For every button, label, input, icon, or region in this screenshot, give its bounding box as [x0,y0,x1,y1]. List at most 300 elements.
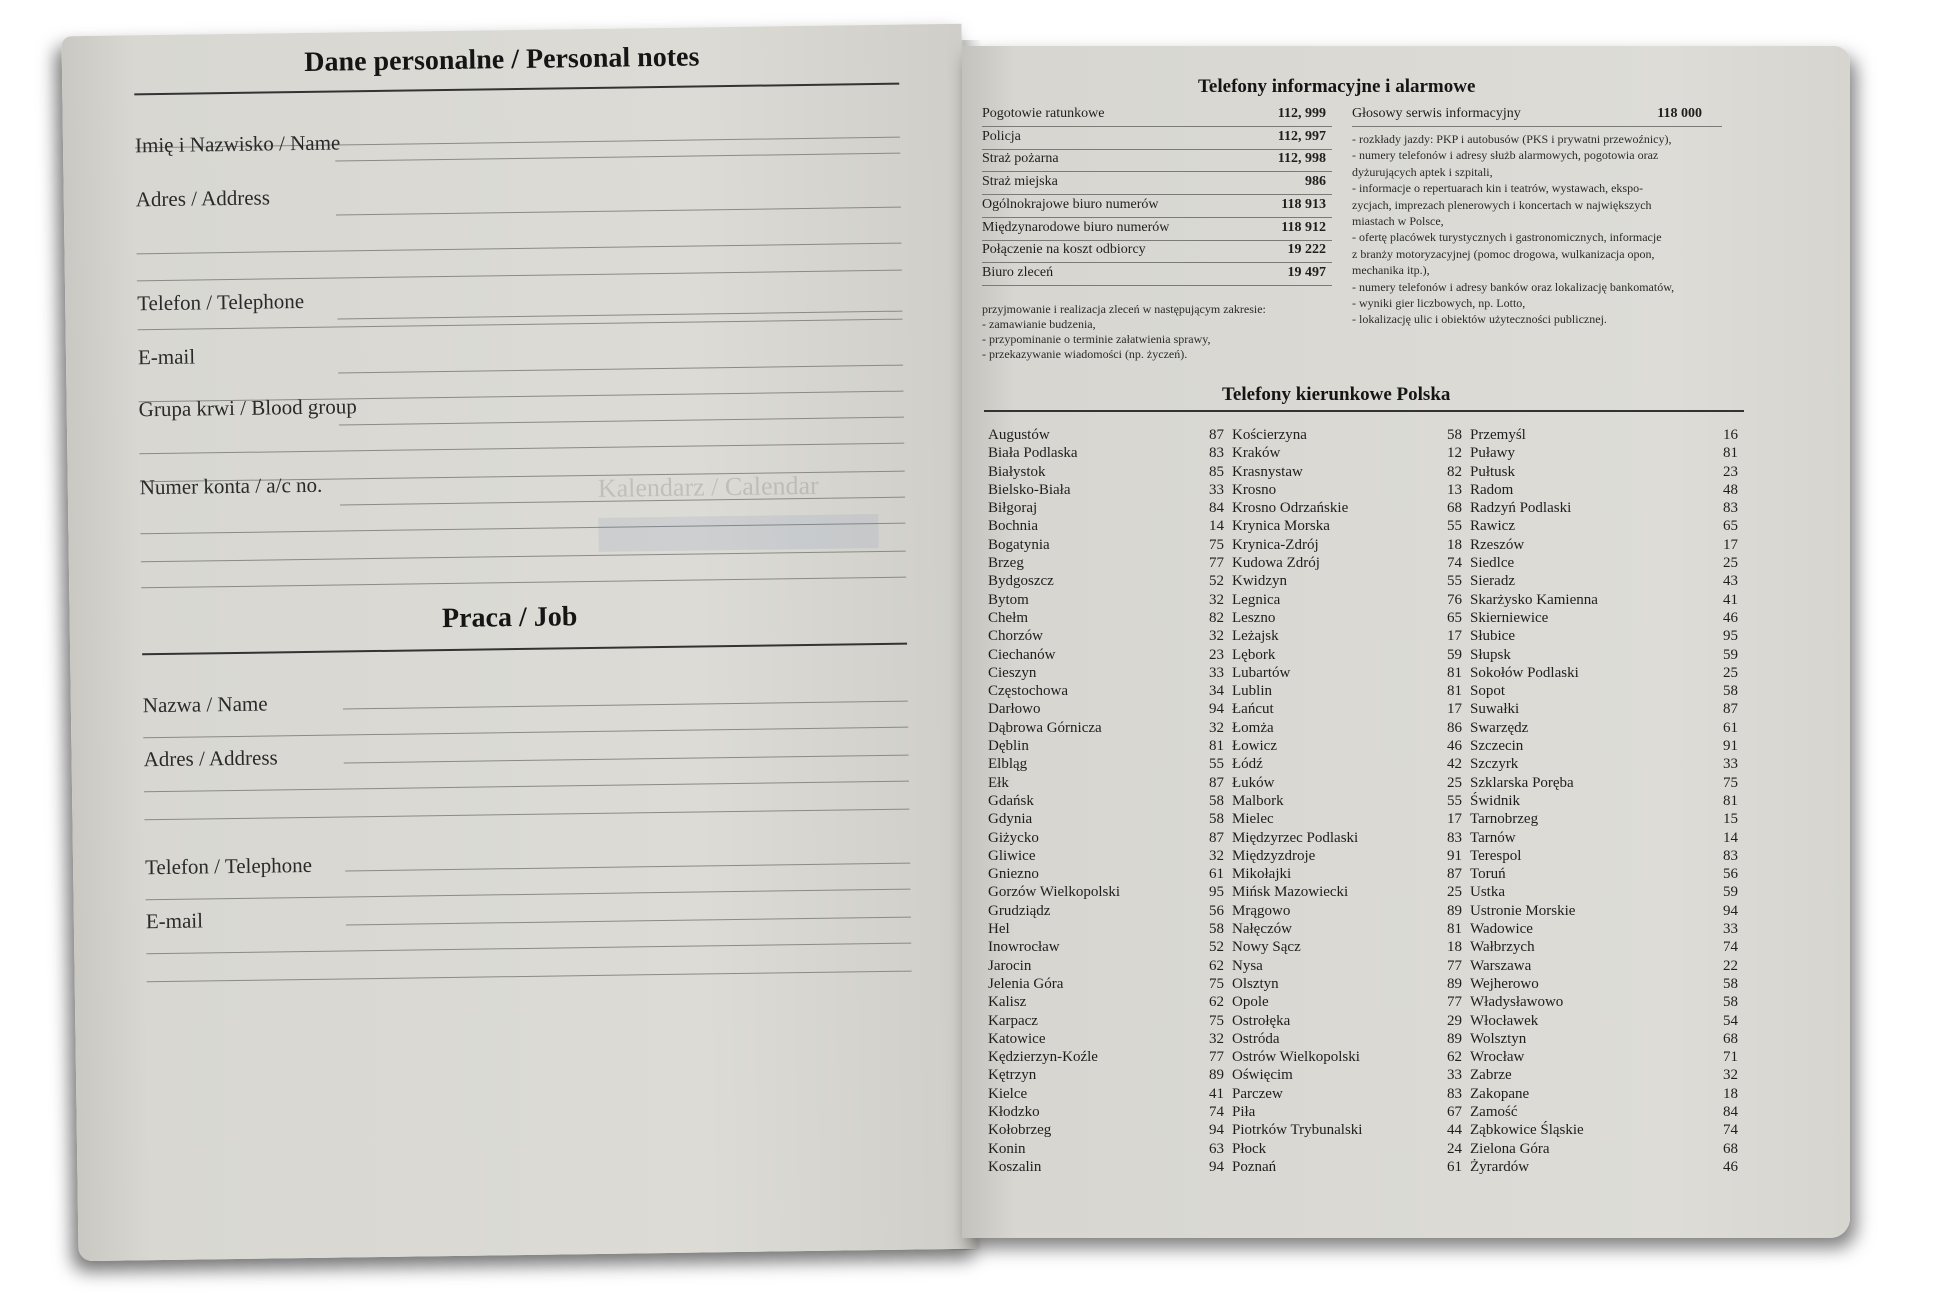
note-line: - ofertę placówek turystycznych i gastronomicznych, informacje [1352,230,1662,245]
city-name: Bogatynia [988,536,1050,553]
area-code-row [1470,902,1738,920]
city-name: Warszawa [1470,957,1532,974]
area-code-row [1470,517,1738,535]
writing-line [336,207,901,216]
area-code: 63 [1209,1140,1224,1157]
city-name: Szczecin [1470,738,1524,755]
area-code-row [1470,810,1738,828]
area-code-row [1470,1085,1738,1103]
voice-service-row [1352,104,1722,127]
area-code: 91 [1723,738,1738,755]
area-code-row [1470,920,1738,938]
area-code: 75 [1723,774,1738,791]
name-field-label: Imię i Nazwisko / Name [134,130,341,158]
area-code-row [1232,938,1462,956]
emergency-service-number: 118 912 [1281,219,1326,235]
city-name: Kętrzyn [988,1067,1037,1084]
city-name: Dąbrowa Górnicza [988,719,1102,736]
area-code-row [988,902,1224,920]
city-name: Mielec [1232,811,1274,828]
area-code: 32 [1209,719,1224,736]
city-name: Wałbrzych [1470,939,1535,956]
area-code: 18 [1447,536,1462,553]
city-name: Wadowice [1470,921,1533,938]
note-line: zycjach, imprezach plenerowych i koncertach w największych [1352,197,1652,212]
area-code-row [1470,774,1738,792]
area-code-row [988,810,1224,828]
area-code: 68 [1447,500,1462,517]
area-code-row [1470,463,1738,481]
area-code: 32 [1209,1030,1224,1047]
area-code-row [1232,627,1462,645]
area-code: 83 [1723,500,1738,517]
city-name: Słupsk [1470,646,1511,663]
area-code-row [1470,591,1738,609]
job-title-rule [142,643,907,656]
area-code: 23 [1209,646,1224,663]
city-name: Konin [988,1140,1026,1157]
area-code: 91 [1447,847,1462,864]
emergency-service-name: Połączenie na koszt odbiorcy [982,242,1146,258]
area-code-row [1232,444,1462,462]
area-code: 81 [1447,921,1462,938]
area-code: 17 [1447,628,1462,645]
area-code: 55 [1447,518,1462,535]
area-code: 25 [1723,664,1738,681]
area-code-row [1470,572,1738,590]
area-code: 32 [1209,628,1224,645]
city-name: Szklarska Poręba [1470,774,1574,791]
area-code-row [1470,1012,1738,1030]
area-code: 61 [1723,719,1738,736]
writing-line [346,917,911,926]
area-code: 55 [1209,756,1224,773]
area-code: 94 [1209,701,1224,718]
area-code-row [1232,865,1462,883]
area-code-row [1470,646,1738,664]
city-name: Władysławowo [1470,994,1564,1011]
area-code: 87 [1209,427,1224,443]
area-code-row [988,920,1224,938]
area-code-row [988,481,1224,499]
area-code-row [1232,682,1462,700]
area-code-row [988,572,1224,590]
city-name: Wrocław [1470,1049,1525,1066]
area-code-row [1232,517,1462,535]
city-name: Nowy Sącz [1232,939,1301,956]
area-code-row [1470,938,1738,956]
writing-lines [61,24,961,37]
area-code: 68 [1723,1030,1738,1047]
area-code: 61 [1447,1158,1462,1175]
area-code: 94 [1209,1122,1224,1139]
emergency-service-number: 986 [1305,174,1326,190]
emergency-service-number: 112, 997 [1277,128,1326,144]
writing-line [138,319,903,331]
city-name: Jelenia Góra [988,975,1064,992]
left-page [61,24,978,1261]
area-code-row [1470,957,1738,975]
area-code: 89 [1447,902,1462,919]
city-name: Mińsk Mazowiecki [1232,884,1349,901]
city-name: Bytom [988,591,1029,608]
emergency-row [982,240,1332,263]
city-name: Piotrków Trybunalski [1232,1122,1363,1139]
city-name: Malbork [1232,792,1284,809]
emergency-service-number: 112, 998 [1277,151,1326,167]
area-code-row [988,499,1224,517]
city-name: Krasnystaw [1232,463,1303,480]
emergency-service-name: Policja [982,128,1021,144]
city-name: Tarnobrzeg [1470,811,1539,828]
area-code-row [988,737,1224,755]
area-code: 14 [1209,518,1224,535]
area-code: 94 [1209,1158,1224,1175]
area-code-row [988,1030,1224,1048]
bleed-through-box [598,514,878,552]
city-name: Sieradz [1470,573,1515,590]
city-name: Ostrołęka [1232,1012,1291,1029]
area-code-row [1470,719,1738,737]
area-code-row [1232,481,1462,499]
area-code: 83 [1447,1085,1462,1102]
voice-service-name: Głosowy serwis informacyjny [1352,106,1521,121]
city-name: Ostróda [1232,1030,1280,1047]
area-code: 77 [1209,555,1224,572]
area-code: 87 [1447,866,1462,883]
area-code-row [988,700,1224,718]
city-name: Parczew [1232,1085,1283,1102]
city-name: Lublin [1232,683,1272,700]
city-name: Toruń [1470,866,1506,883]
area-code: 34 [1209,683,1224,700]
area-code-row [1470,444,1738,462]
city-name: Kraków [1232,445,1281,462]
area-code: 59 [1723,646,1738,663]
emergency-row [982,127,1332,150]
city-name: Ciechanów [988,646,1056,663]
area-code: 74 [1209,1103,1224,1120]
area-code-row [1232,975,1462,993]
emergency-row [982,263,1332,286]
area-code-row [988,1066,1224,1084]
city-name: Zabrze [1470,1067,1512,1084]
city-name: Siedlce [1470,555,1515,572]
area-code-row [1470,993,1738,1011]
city-name: Włocławek [1470,1012,1539,1029]
email-field-label: E-mail [137,344,196,370]
area-code-row [1232,554,1462,572]
area-code: 77 [1447,957,1462,974]
area-code-row [988,755,1224,773]
area-code: 84 [1723,1103,1738,1120]
emergency-service-number: 112, 999 [1277,106,1326,121]
area-code: 95 [1723,628,1738,645]
area-code-row [988,444,1224,462]
city-name: Inowrocław [988,939,1060,956]
area-code: 89 [1447,975,1462,992]
area-code: 83 [1723,847,1738,864]
emergency-row [982,218,1332,241]
note-line: dyżurujących aptek i szpitali, [1352,164,1493,179]
area-code-row [988,847,1224,865]
city-name: Kołobrzeg [988,1122,1052,1139]
area-code-row [1232,1140,1462,1158]
area-code-row [988,883,1224,901]
area-code: 17 [1447,701,1462,718]
writing-line [345,863,910,872]
area-code-row [1232,755,1462,773]
area-code-row [988,993,1224,1011]
emergency-service-name: Ogólnokrajowe biuro numerów [982,196,1159,212]
area-code-row [1470,847,1738,865]
area-code: 55 [1447,792,1462,809]
area-code-row [988,426,1224,444]
city-name: Ząbkowice Śląskie [1470,1122,1584,1139]
writing-line [146,889,911,901]
area-code-row [1470,1030,1738,1048]
note-line: - rozkłady jazdy: PKP i autobusów (PKS i prywatni przewoźnicy), [1352,132,1672,146]
area-code: 68 [1723,1140,1738,1157]
area-code: 81 [1723,792,1738,809]
area-code: 17 [1723,536,1738,553]
city-name: Gdynia [988,811,1033,828]
area-code: 62 [1209,957,1224,974]
writing-line [144,781,909,793]
area-code-row [1470,737,1738,755]
area-code-row [1232,829,1462,847]
area-code: 52 [1209,939,1224,956]
city-name: Bydgoszcz [988,573,1054,590]
emergency-service-name: Międzynarodowe biuro numerów [982,219,1170,235]
job-address-field-label: Adres / Address [143,745,278,772]
area-code: 74 [1723,939,1738,956]
job-name-field-label: Nazwa / Name [142,691,268,718]
writing-line [337,311,902,320]
area-code-row [1232,737,1462,755]
job-title: Praca / Job [441,601,578,635]
area-code-row [988,682,1224,700]
writing-line [339,417,904,426]
city-name: Chełm [988,609,1028,626]
area-code: 84 [1209,500,1224,517]
note-line: - wyniki gier liczbowych, np. Lotto, [1352,295,1526,310]
area-code-row [1232,847,1462,865]
area-code: 58 [1447,427,1462,443]
area-code: 87 [1209,829,1224,846]
account-number-field-label: Numer konta / a/c no. [139,472,323,500]
city-name: Legnica [1232,591,1281,608]
city-name: Nałęczów [1232,921,1292,938]
area-code-row [1232,810,1462,828]
city-name: Elbląg [988,756,1028,773]
note-line: miastach w Polsce, [1352,213,1444,228]
city-name: Częstochowa [988,683,1068,700]
area-code: 13 [1447,481,1462,498]
area-code: 46 [1723,1158,1738,1175]
area-code-row [1232,591,1462,609]
city-name: Karpacz [988,1012,1038,1029]
city-name: Radom [1470,481,1514,498]
area-code: 62 [1447,1049,1462,1066]
area-code: 18 [1723,1085,1738,1102]
area-code-row [988,792,1224,810]
city-name: Rawicz [1470,518,1515,535]
area-code-row [1232,499,1462,517]
note-line: - lokalizację ulic i obiektów użyteczności publicznej. [1352,312,1607,327]
area-code-row [1232,883,1462,901]
area-code-row [988,463,1224,481]
city-name: Skarżysko Kamienna [1470,591,1598,608]
area-code: 14 [1723,829,1738,846]
city-name: Oświęcim [1232,1067,1293,1084]
area-code: 32 [1209,591,1224,608]
city-name: Cieszyn [988,664,1037,681]
area-code-row [1470,829,1738,847]
area-code: 81 [1447,664,1462,681]
city-name: Szczyrk [1470,756,1519,773]
telephone-field-label: Telefon / Telephone [137,288,305,316]
city-name: Leszno [1232,609,1276,626]
area-code: 87 [1723,701,1738,718]
area-code: 75 [1209,975,1224,992]
city-name: Nysa [1232,957,1263,974]
city-name: Wejherowo [1470,975,1539,992]
city-name: Kudowa Zdrój [1232,555,1320,572]
emergency-row [982,104,1332,127]
area-codes-column [1470,426,1738,1176]
city-name: Grudziądz [988,902,1051,919]
city-name: Kędzierzyn-Koźle [988,1049,1098,1066]
area-code: 61 [1209,866,1224,883]
area-code: 56 [1209,902,1224,919]
area-code-row [1470,1158,1738,1176]
bleed-through-text: Kalendarz / Calendar [597,470,819,503]
city-name: Lębork [1232,646,1276,663]
writing-line [146,943,911,955]
area-code: 82 [1447,463,1462,480]
writing-line [143,727,908,739]
writing-line [343,701,908,710]
area-code: 77 [1447,994,1462,1011]
city-name: Słubice [1470,628,1515,645]
note-line: z branży motoryzacyjnej (pomoc drogowa, wulkanizacja opon, [1352,246,1655,261]
area-code: 67 [1447,1103,1462,1120]
area-code-row [988,646,1224,664]
area-code: 42 [1447,756,1462,773]
area-code: 75 [1209,536,1224,553]
area-code: 46 [1447,738,1462,755]
writing-line [335,153,900,162]
area-code: 83 [1209,445,1224,462]
city-name: Pułtusk [1470,463,1516,480]
city-name: Sopot [1470,683,1506,700]
area-code-row [1470,700,1738,718]
area-code-row [988,1158,1224,1176]
area-code: 74 [1447,555,1462,572]
city-name: Darłowo [988,701,1041,718]
area-code: 86 [1447,719,1462,736]
personal-notes-title: Dane personalne / Personal notes [304,41,700,78]
bleed-through-print [598,470,900,604]
area-code: 83 [1447,829,1462,846]
area-code-row [1232,609,1462,627]
writing-line [338,365,903,374]
area-code-row [1232,1121,1462,1139]
area-code-row [1470,627,1738,645]
address-field-label: Adres / Address [135,185,271,212]
area-code-row [988,591,1224,609]
city-name: Bielsko-Biała [988,481,1071,498]
city-name: Gniezno [988,866,1039,883]
area-code: 25 [1447,884,1462,901]
area-codes-column [988,426,1224,1176]
area-code: 33 [1723,921,1738,938]
city-name: Mikołajki [1232,866,1292,883]
area-code: 58 [1723,994,1738,1011]
city-name: Ełk [988,774,1009,791]
city-name: Gorzów Wielkopolski [988,884,1121,901]
city-name: Hel [988,921,1010,938]
city-name: Mrągowo [1232,902,1291,919]
emergency-service-number: 118 913 [1281,196,1326,212]
area-code: 71 [1723,1049,1738,1066]
area-code: 76 [1447,591,1462,608]
area-code-row [1470,865,1738,883]
area-code-row [988,1103,1224,1121]
area-code-row [988,957,1224,975]
city-name: Brzeg [988,555,1024,572]
area-code: 81 [1723,445,1738,462]
area-code-row [988,719,1224,737]
city-name: Katowice [988,1030,1046,1047]
area-code-row [1470,536,1738,554]
city-name: Żyrardów [1470,1158,1530,1175]
area-code-row [1232,993,1462,1011]
city-name: Białystok [988,463,1046,480]
area-code-row [1470,792,1738,810]
area-code-row [1232,774,1462,792]
area-code-row [1232,700,1462,718]
city-name: Zielona Góra [1470,1140,1550,1157]
title-rule [134,83,899,96]
note-line: - informacje o repertuarach kin i teatrów, wystawach, ekspo- [1352,181,1644,196]
emergency-service-name: Straż pożarna [982,151,1059,167]
city-name: Suwałki [1470,701,1520,718]
area-code-row [1232,792,1462,810]
area-code: 58 [1723,975,1738,992]
area-code-row [1232,719,1462,737]
orders-service-notes [982,302,1342,362]
area-code-row [988,975,1224,993]
area-code: 55 [1447,573,1462,590]
note-line: - zamawianie budzenia, [982,317,1096,331]
city-name: Bochnia [988,518,1038,535]
city-name: Biłgoraj [988,500,1038,517]
area-code-row [1232,1030,1462,1048]
city-name: Giżycko [988,829,1039,846]
area-code: 75 [1209,1012,1224,1029]
area-code: 41 [1723,591,1738,608]
writing-line [137,243,902,255]
area-code-row [1470,975,1738,993]
city-name: Kłodzko [988,1103,1040,1120]
city-name: Lubartów [1232,664,1291,681]
note-line: - numery telefonów i adresy banków oraz lokalizację bankomatów, [1352,279,1675,294]
city-name: Łomża [1232,719,1274,736]
area-code-row [988,1085,1224,1103]
area-code: 18 [1447,939,1462,956]
